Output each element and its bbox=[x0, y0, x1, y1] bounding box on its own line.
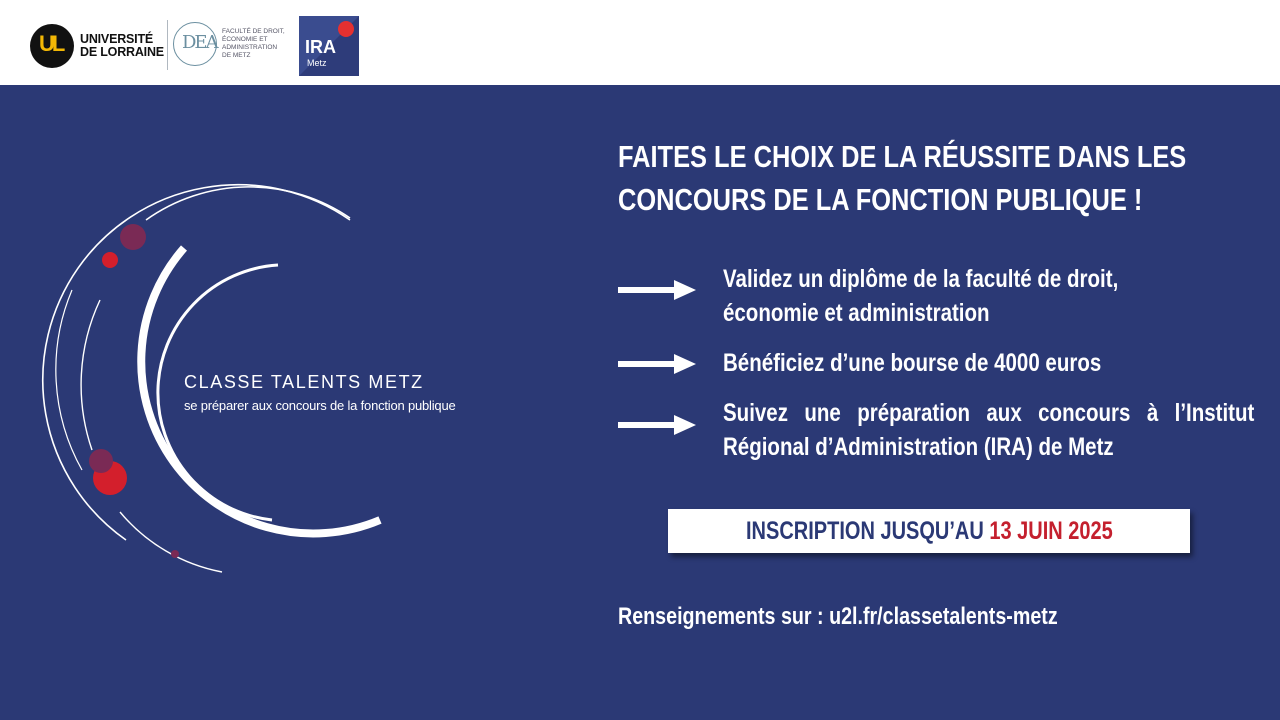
ira-logo-subtitle: Metz bbox=[307, 58, 327, 68]
bullet-line: économie et administration bbox=[723, 299, 990, 327]
arrow-right-icon bbox=[618, 415, 696, 435]
header-bar bbox=[0, 0, 1280, 84]
bullet-line: Validez un diplôme de la faculté de droit, bbox=[723, 265, 1119, 293]
fdea-logo-icon: DEA bbox=[173, 22, 217, 66]
emblem-bottom-thin-arc bbox=[120, 512, 222, 572]
header-divider bbox=[167, 20, 168, 70]
bullet-text bbox=[723, 346, 1280, 380]
fdea-line1: FACULTÉ DE DROIT, bbox=[222, 28, 285, 35]
fdea-logo-text bbox=[222, 28, 285, 60]
arrow-right-icon bbox=[618, 354, 696, 374]
emblem-outer-arc-top bbox=[146, 187, 350, 220]
inscription-prefix: INSCRIPTION JUSQU’AU bbox=[746, 517, 990, 545]
inscription-date: 13 JUIN 2025 bbox=[989, 517, 1113, 545]
fdea-line2: ÉCONOMIE ET bbox=[222, 36, 268, 43]
inscription-banner bbox=[668, 509, 1190, 553]
headline bbox=[618, 135, 1266, 221]
bullet-line: Régional d’Administration (IRA) de Metz bbox=[723, 433, 1114, 461]
fdea-line3: ADMINISTRATION bbox=[222, 44, 278, 51]
faculte-droit-logo[interactable] bbox=[173, 22, 285, 66]
emblem-title: CLASSE TALENTS METZ bbox=[184, 372, 424, 392]
bullet-text bbox=[723, 262, 1280, 330]
ul-logo-text bbox=[80, 33, 164, 59]
bullet-text bbox=[723, 396, 1280, 464]
fdea-line4: DE METZ bbox=[222, 52, 251, 59]
ira-logo-title: IRA bbox=[305, 37, 336, 57]
info-link[interactable]: Renseignements sur : u2l.fr/classetalents-metz bbox=[618, 603, 1058, 630]
emblem-left-thin-arc bbox=[81, 300, 100, 450]
ul-logo-icon: UL bbox=[30, 24, 74, 68]
ul-logo-line2: DE LORRAINE bbox=[80, 45, 164, 59]
ira-metz-logo[interactable] bbox=[299, 16, 359, 76]
headline-line2: CONCOURS DE LA FONCTION PUBLIQUE ! bbox=[618, 182, 1143, 217]
arrow-right-icon bbox=[618, 280, 696, 300]
emblem-subtitle: se préparer aux concours de la fonction publique bbox=[184, 398, 456, 413]
bullet-line: Bénéficiez d’une bourse de 4000 euros bbox=[723, 349, 1102, 377]
emblem-plum-dot-bottom bbox=[89, 449, 113, 473]
headline-line1: FAITES LE CHOIX DE LA RÉUSSITE DANS LES bbox=[618, 139, 1187, 174]
bullet-line: Suivez une préparation aux concours à l’Institut bbox=[723, 399, 1255, 427]
ul-logo-line1: UNIVERSITÉ bbox=[80, 32, 154, 46]
universite-de-lorraine-logo[interactable] bbox=[30, 23, 164, 69]
emblem-red-dot-top bbox=[102, 252, 118, 268]
emblem-plum-dot-top bbox=[120, 224, 146, 250]
emblem-small-dot bbox=[171, 550, 179, 558]
emblem-left-thin-arc-2 bbox=[56, 290, 82, 470]
ira-logo-dot-icon bbox=[338, 21, 354, 37]
inscription-text bbox=[746, 515, 1113, 547]
